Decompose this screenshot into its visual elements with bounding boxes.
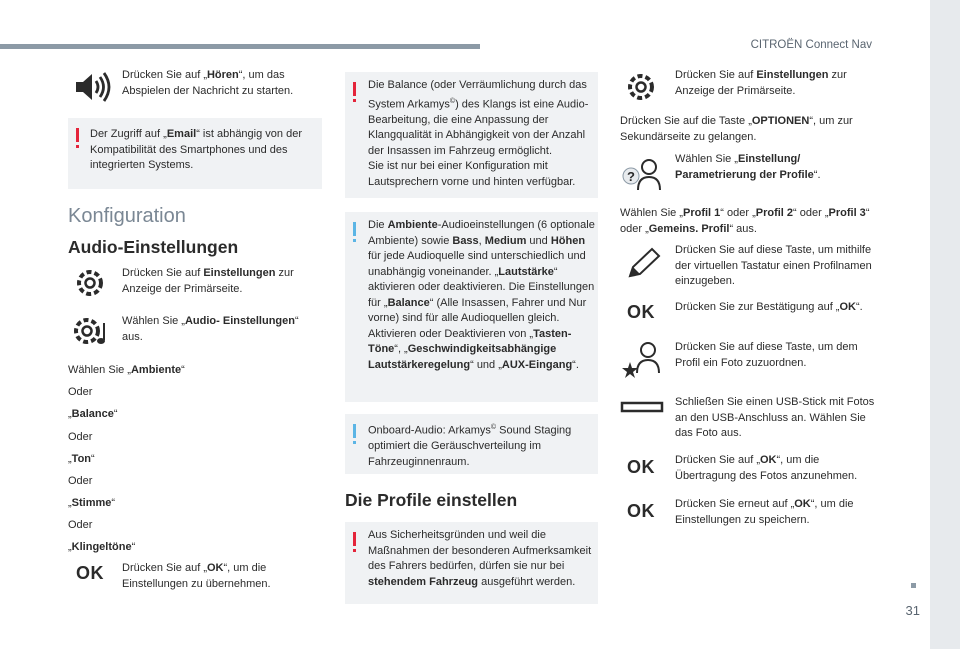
email-note: Der Zugriff auf „Email“ ist abhängig von der Kompatibilität des Smartphones und des integrierten Systems. — [68, 118, 322, 189]
warning-icon — [353, 82, 356, 96]
info-icon — [353, 424, 356, 438]
options-text: Drücken Sie auf die Taste „OPTIONEN“, um zur Sekundärseite zu gelangen. — [620, 115, 853, 143]
ambiente-text: Wählen Sie „Ambiente“ — [68, 364, 185, 376]
balance-note: Die Balance (oder Verräumlichung durch das System Arkamys©) des Klangs ist eine Audio-Bearbeitung, die eine Anpassung der Klangqualität in Abhängigkeit von der Anzahl der Insassen im Fahrzeug ermöglicht. Sie ist nur bei einer Konfiguration mit Lautsprechern vorne und hinten verfügbar. — [345, 72, 598, 198]
ringtones-text: „Klingeltöne“ — [68, 541, 136, 553]
warning-icon — [353, 532, 356, 546]
onboard-audio-note: Onboard-Audio: Arkamys© Sound Staging optimiert die Geräuschverteilung im Fahrzeuginnenraum. — [345, 414, 598, 474]
or-text-3: Oder — [68, 475, 93, 487]
keyboard-step-text: Drücken Sie auf diese Taste, um mithilfe der virtuellen Tastatur einen Profilnamen einzugeben. — [675, 244, 872, 287]
transfer-step-text: Drücken Sie auf „OK“, um die Übertragung des Fotos anzunehmen. — [675, 454, 858, 482]
header-bar — [0, 44, 480, 49]
usb-step-text: Schließen Sie einen USB-Stick mit Fotos an den USB-Anschluss an. Wählen Sie das Foto aus. — [675, 396, 875, 439]
or-text-1: Oder — [68, 386, 93, 398]
save-step-text: Drücken Sie erneut auf „OK“, um die Einstellungen zu speichern. — [675, 498, 854, 526]
gear-icon — [622, 70, 662, 104]
profile-settings-icon — [620, 156, 664, 192]
info-icon — [353, 222, 356, 236]
gear-icon — [71, 266, 111, 300]
section-title-configuration: Konfiguration — [68, 205, 186, 227]
listen-step-text: Drücken Sie auf „Hören“, um das Abspielen der Nachricht zu starten. — [122, 69, 294, 97]
warning-icon — [76, 128, 79, 142]
ok-step-text: Drücken Sie auf „OK“, um die Einstellungen zu übernehmen. — [122, 562, 271, 590]
ok-icon: OK — [76, 563, 104, 583]
audio-step-text: Wählen Sie „Audio- Einstellungen“ aus. — [122, 315, 299, 343]
tone-text: „Ton“ — [68, 453, 95, 465]
section-title-profiles: Die Profile einstellen — [345, 490, 518, 510]
page-sidebar — [930, 0, 960, 649]
settings-step-text: Drücken Sie auf Einstellungen zur Anzeige der Primärseite. — [675, 69, 847, 97]
subtitle-audio-settings: Audio-Einstellungen — [68, 237, 239, 257]
or-text-4: Oder — [68, 519, 93, 531]
profile-photo-icon — [620, 340, 664, 378]
svg-text:?: ? — [627, 169, 635, 184]
settings-step-text: Drücken Sie auf Einstellungen zur Anzeige der Primärseite. — [122, 267, 294, 295]
speaker-icon — [73, 70, 113, 104]
page-marker — [911, 583, 916, 588]
photo-step-text: Drücken Sie auf diese Taste, um dem Profil ein Foto zuzuordnen. — [675, 341, 858, 369]
ok-icon: OK — [627, 501, 655, 521]
or-text-2: Oder — [68, 431, 93, 443]
ok-icon: OK — [627, 457, 655, 477]
balance-text: „Balance“ — [68, 408, 118, 420]
profile-param-step-text: Wählen Sie „Einstellung/ Parametrierung der Profile“. — [675, 153, 821, 181]
audio-settings-icon — [71, 314, 111, 348]
voice-text: „Stimme“ — [68, 497, 116, 509]
page-number: 31 — [905, 603, 920, 618]
profile-select-text: Wählen Sie „Profil 1“ oder „Profil 2“ oder „Profil 3“ oder „Gemeins. Profil“ aus. — [620, 207, 870, 235]
ambiente-note: Die Ambiente-Audioeinstellungen (6 optionale Ambiente) sowie Bass, Medium und Höhen für jede Audioquelle sind unterschiedlich und unabhängig voneinander. „Lautstärke“ aktivieren oder deaktivieren. Die Einstellungen für „Balance“ (Alle Insassen, Fahrer und Nur vorne) sind für alle Audioquellen gleich. Aktivieren oder Deaktivieren von „Tasten-Töne“, „Geschwindigkeitsabhängige Lautstärkeregelung“ und „AUX-Eingang“. — [345, 212, 598, 402]
usb-stick-icon — [620, 400, 664, 414]
safety-note: Aus Sicherheitsgründen und weil die Maßnahmen der besonderen Aufmerksamkeit des Fahrers bedürfen, dürfen sie nur bei stehendem Fahrzeug ausgeführt werden. — [345, 522, 598, 604]
brand-title: CITROËN Connect Nav — [750, 39, 872, 51]
confirm-step-text: Drücken Sie zur Bestätigung auf „OK“. — [675, 301, 863, 313]
pencil-icon — [624, 246, 664, 280]
ok-icon: OK — [627, 302, 655, 322]
